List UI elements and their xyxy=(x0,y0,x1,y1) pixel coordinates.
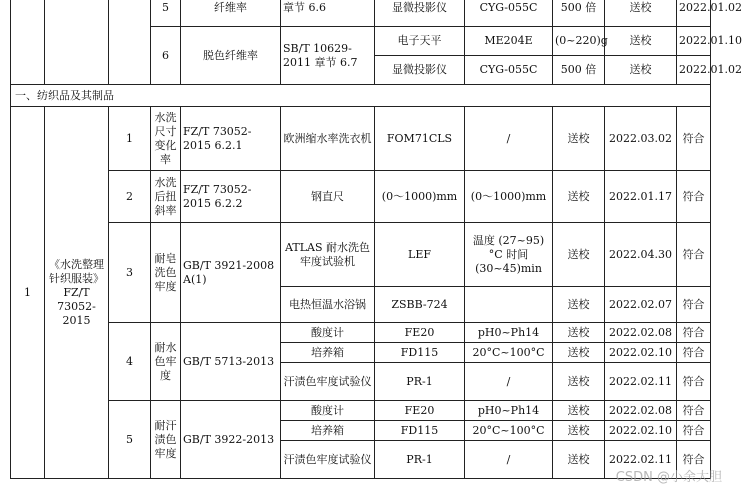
cell-range: / xyxy=(465,441,553,479)
cell-equip: 培养箱 xyxy=(281,343,375,363)
cell-blank xyxy=(11,0,45,85)
cell-equip: ATLAS 耐水洗色牢度试验机 xyxy=(281,223,375,287)
cell-mode: 送校 xyxy=(553,223,605,287)
cell-result: 符合 xyxy=(677,323,711,343)
equipment-table xyxy=(10,0,742,479)
cell-item: 耐汗渍色牢度 xyxy=(151,401,181,479)
cell-model: FOM71CLS xyxy=(375,107,465,171)
cell-date: 2022.02.11 xyxy=(605,363,677,401)
cell-std: 章节 6.6 xyxy=(281,0,375,27)
cell-range: (0~220)g xyxy=(553,27,605,56)
cell-date: 2022.01.02 xyxy=(677,56,711,85)
watermark: CSDN @小余大胆 xyxy=(615,470,722,485)
cell-item: 水洗尺寸变化率 xyxy=(151,107,181,171)
cell-range: pH0~Ph14 xyxy=(465,323,553,343)
cell-mode: 送校 xyxy=(605,27,677,56)
cell-model: CYG-055C xyxy=(465,56,553,85)
cell-item: 耐水色牢度 xyxy=(151,323,181,401)
cell-std: SB/T 10629-2011 章节 6.7 xyxy=(281,27,375,85)
cell-equip: 培养箱 xyxy=(281,421,375,441)
cell-mode: 送校 xyxy=(553,421,605,441)
cell-idx: 5 xyxy=(109,401,151,479)
cell-date: 2022.01.10 xyxy=(677,27,711,56)
cell-std: FZ/T 73052-2015 6.2.2 xyxy=(181,171,281,223)
cell-date: 2022.04.30 xyxy=(605,223,677,287)
cell-result: 符合 xyxy=(677,287,711,323)
cell-item: 纤维率 xyxy=(181,0,281,27)
cell-blank xyxy=(109,0,151,85)
group-name: 《水洗整理针织服装》FZ/T 73052-2015 xyxy=(45,107,109,479)
cell-result: 符合 xyxy=(677,441,711,479)
cell-idx: 2 xyxy=(109,171,151,223)
cell-range: 20°C~100°C xyxy=(465,343,553,363)
cell-equip: 汗渍色牢度试验仪 xyxy=(281,363,375,401)
cell-range: / xyxy=(465,107,553,171)
cell-std: GB/T 5713-2013 xyxy=(181,323,281,401)
cell-equip: 显微投影仪 xyxy=(375,56,465,85)
cell-model: FD115 xyxy=(375,421,465,441)
cell-idx: 3 xyxy=(109,223,151,323)
cell-mode: 送校 xyxy=(553,323,605,343)
cell-model: ME204E xyxy=(465,27,553,56)
table-row xyxy=(11,107,711,171)
cell-model: LEF xyxy=(375,223,465,287)
cell-result: 符合 xyxy=(677,343,711,363)
cell-model: FD115 xyxy=(375,343,465,363)
cell-date: 2022.01.17 xyxy=(605,171,677,223)
cell-model: (0～1000)mm xyxy=(375,171,465,223)
cell-equip: 钢直尺 xyxy=(281,171,375,223)
cell-model: PR-1 xyxy=(375,363,465,401)
cell-mode: 送校 xyxy=(553,343,605,363)
cell-range: 温度 (27~95)°C 时间 (30~45)min xyxy=(465,223,553,287)
cell-equip: 汗渍色牢度试验仪 xyxy=(281,441,375,479)
cell-range: pH0~Ph14 xyxy=(465,401,553,421)
cell-mode: 送校 xyxy=(553,287,605,323)
cell-date: 2022.02.08 xyxy=(605,401,677,421)
cell-result: 符合 xyxy=(677,107,711,171)
cell-range: 500 倍 xyxy=(553,0,605,27)
cell-item: 水洗后扭斜率 xyxy=(151,171,181,223)
cell-model: FE20 xyxy=(375,401,465,421)
cell-equip: 电热恒温水浴锅 xyxy=(281,287,375,323)
cell-mode: 送校 xyxy=(553,441,605,479)
table-row xyxy=(11,0,711,27)
cell-model: ZSBB-724 xyxy=(375,287,465,323)
cell-date: 2022.02.11 xyxy=(605,441,677,479)
cell-idx: 5 xyxy=(151,0,181,27)
cell-idx: 6 xyxy=(151,27,181,85)
cell-result: 符合 xyxy=(677,223,711,287)
cell-std: GB/T 3922-2013 xyxy=(181,401,281,479)
cell-mode: 送校 xyxy=(553,171,605,223)
cell-range: 500 倍 xyxy=(553,56,605,85)
cell-equip: 电子天平 xyxy=(375,27,465,56)
cell-idx: 1 xyxy=(109,107,151,171)
table-row xyxy=(11,401,711,421)
cell-result: 符合 xyxy=(677,401,711,421)
cell-range: (0～1000)mm xyxy=(465,171,553,223)
cell-date: 2022.02.07 xyxy=(605,287,677,323)
cell-result: 符合 xyxy=(677,421,711,441)
cell-equip: 酸度计 xyxy=(281,323,375,343)
cell-equip: 显微投影仪 xyxy=(375,0,465,27)
section-row xyxy=(11,85,711,107)
cell-mode: 送校 xyxy=(605,0,677,27)
cell-result: 符合 xyxy=(677,171,711,223)
cell-result: 符合 xyxy=(677,363,711,401)
cell-date: 2022.02.10 xyxy=(605,421,677,441)
table-row xyxy=(11,171,711,223)
cell-date: 2022.01.02 xyxy=(677,0,711,27)
cell-model: FE20 xyxy=(375,323,465,343)
cell-range: / xyxy=(465,363,553,401)
cell-std: FZ/T 73052-2015 6.2.1 xyxy=(181,107,281,171)
cell-mode: 送校 xyxy=(553,401,605,421)
group-no: 1 xyxy=(11,107,45,479)
cell-idx: 4 xyxy=(109,323,151,401)
cell-equip: 酸度计 xyxy=(281,401,375,421)
cell-blank xyxy=(45,0,109,85)
cell-item: 脱色纤维率 xyxy=(181,27,281,85)
cell-range xyxy=(465,287,553,323)
cell-model: PR-1 xyxy=(375,441,465,479)
cell-date: 2022.02.08 xyxy=(605,323,677,343)
table-row xyxy=(11,323,711,343)
cell-std: GB/T 3921-2008 A(1) xyxy=(181,223,281,323)
cell-range: 20°C~100°C xyxy=(465,421,553,441)
cell-item: 耐皂洗色牢度 xyxy=(151,223,181,323)
cell-model: CYG-055C xyxy=(465,0,553,27)
cell-mode: 送校 xyxy=(553,363,605,401)
section-title: 一、纺织品及其制品 xyxy=(11,85,711,107)
cell-date: 2022.03.02 xyxy=(605,107,677,171)
cell-mode: 送校 xyxy=(553,107,605,171)
cell-equip: 欧洲缩水率洗衣机 xyxy=(281,107,375,171)
cell-mode: 送校 xyxy=(605,56,677,85)
table-row xyxy=(11,223,711,287)
cell-date: 2022.02.10 xyxy=(605,343,677,363)
